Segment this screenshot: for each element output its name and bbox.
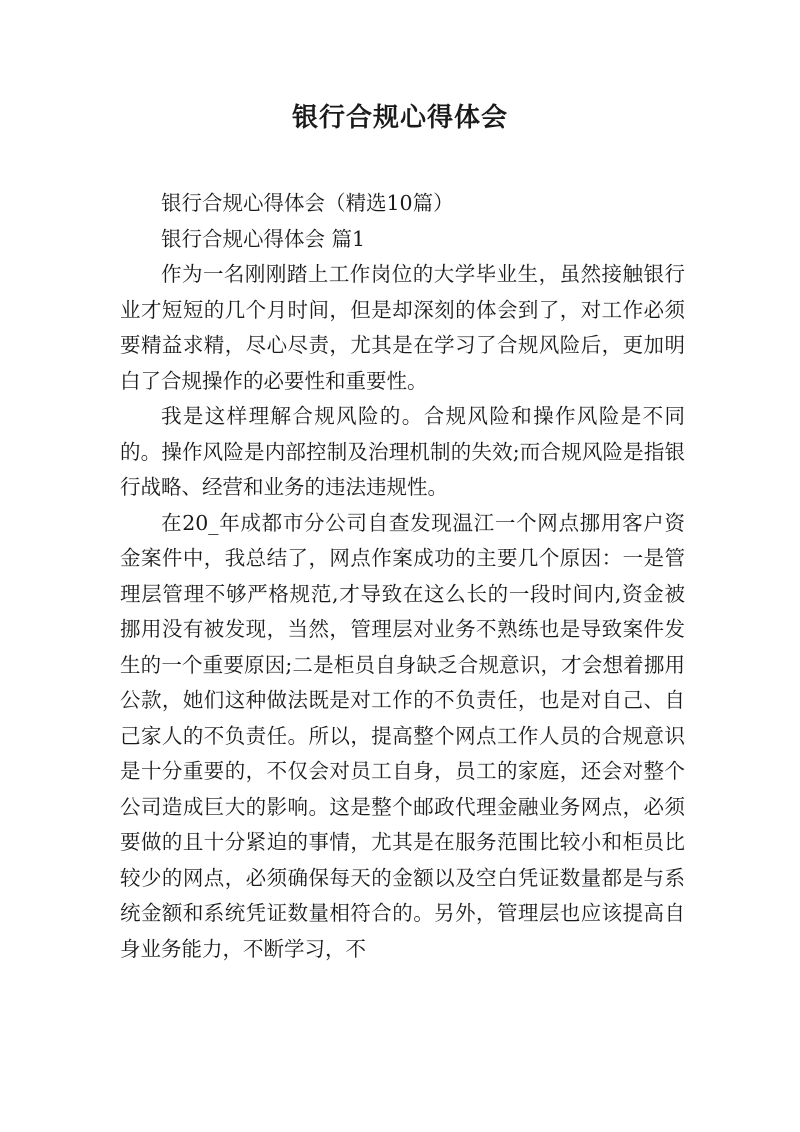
section-heading: 银行合规心得体会 篇1	[161, 226, 366, 251]
paragraph-3: 在20_年成都市分公司自查发现温江一个网点挪用客户资金案件中，我总结了，网点作案成功的主要几个原因：一是管理层管理不够严格规范,才导致在这么长的一段时间内,资金被挪用没有被发现，当然，管理层对业务不熟练也是导致案件发生的一个重要原因;二是柜员自身缺乏合规意识，才会想着挪用公款，她们这种做法既是对工作的不负责任，也是对自己、自己家人的不负责任。所以，提高整个网点工作人员的合规意识是十分重要的，不仅会对员工自身，员工的家庭，还会对整个公司造成巨大的影响。这是整个邮政代理金融业务网点，必须要做的且十分紧迫的事情，尤其是在服务范围比较小和柜员比较少的网点，必须确保每天的金额以及空白凭证数量都是与系统金额和系统凭证数量相符合的。另外，管理层也应该提高自身业务能力，不断学习，不	[120, 510, 685, 961]
paragraph-1: 作为一名刚刚踏上工作岗位的大学毕业生，虽然接触银行业才短短的几个月时间，但是却深刻的体会到了，对工作必须要精益求精，尽心尽责，尤其是在学习了合规风险后，更加明白了合规操作的必要性和重要性。	[120, 262, 685, 393]
document-body	[120, 186, 685, 967]
document-title: 银行合规心得体会	[291, 103, 508, 133]
paragraph-2: 我是这样理解合规风险的。合规风险和操作风险是不同的。操作风险是内部控制及治理机制的失效;而合规风险是指银行战略、经营和业务的违法违规性。	[120, 404, 685, 499]
document-subtitle: 银行合规心得体会（精选10篇）	[161, 191, 454, 215]
